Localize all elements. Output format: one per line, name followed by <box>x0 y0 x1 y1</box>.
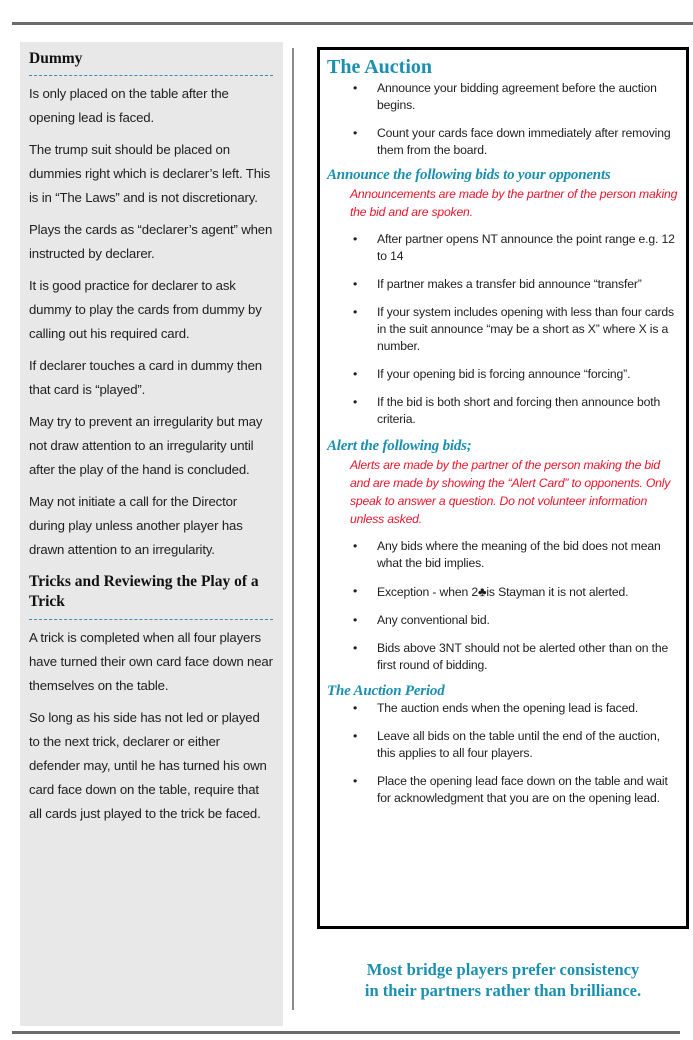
list-item-text: Any bids where the meaning of the bid does not mean what the bid implies. <box>377 539 661 570</box>
list-item <box>327 276 678 293</box>
announce-list <box>327 231 678 428</box>
list-item-text: Bids above 3NT should not be alerted other than on the first round of bidding. <box>377 641 669 672</box>
list-item <box>327 538 678 572</box>
dummy-heading: Dummy <box>29 50 83 67</box>
bullet-icon: • <box>353 774 358 788</box>
alert-heading: Alert the following bids; <box>327 438 472 454</box>
tricks-paragraph: A trick is completed when all four players have turned their own card face down near themselves on the table. <box>29 630 273 693</box>
list-item <box>327 394 678 428</box>
dummy-paragraph: If declarer touches a card in dummy then that card is “played”. <box>29 358 262 397</box>
quote-line: Most bridge players prefer consistency <box>366 960 640 979</box>
list-item-text: After partner opens NT announce the point range e.g. 12 to 14 <box>377 232 675 263</box>
dummy-sidebar <box>20 42 283 1026</box>
tricks-paragraph: So long as his side has not led or played to the next trick, declarer or either defender may, until he has turned his own card face down on the table, require that all cards just played to the trick be faced. <box>29 710 267 821</box>
list-item-text: Place the opening lead face down on the table and wait for acknowledgment that you are on the opening lead. <box>377 774 668 805</box>
list-item-text: If the bid is both short and forcing then announce both criteria. <box>377 395 661 426</box>
pull-quote <box>317 959 689 1001</box>
list-item <box>327 612 678 629</box>
list-item-text: If your system includes opening with less than four cards in the suit announce “may be a short as X” where X is a number. <box>377 305 674 353</box>
dummy-paragraph: Is only placed on the table after the opening lead is faced. <box>29 86 229 125</box>
dummy-paragraph: May not initiate a call for the Director during play unless another player has drawn attention to an irregularity. <box>29 494 243 557</box>
list-item-text: The auction ends when the opening lead is faced. <box>377 701 639 715</box>
list-item <box>327 125 678 159</box>
auction-period-heading: The Auction Period <box>327 683 445 699</box>
bullet-icon: • <box>353 539 358 553</box>
alert-note: Alerts are made by the partner of the person making the bid and are made by showing the “Alert Card” to opponents. Only speak to answer a question. Do not volunteer information unless asked. <box>350 458 671 526</box>
alert-list <box>327 538 678 674</box>
bullet-icon: • <box>353 729 358 743</box>
club-suit-icon: ♣ <box>477 584 487 599</box>
period-list <box>327 700 678 807</box>
heading-dotted-divider <box>29 75 273 76</box>
list-item <box>327 80 678 114</box>
auction-box <box>317 47 689 929</box>
bullet-icon: • <box>353 395 358 409</box>
bullet-icon: • <box>353 701 358 715</box>
announce-heading: Announce the following bids to your opponents <box>327 167 611 183</box>
list-item-text: Announce your bidding agreement before the auction begins. <box>377 81 657 112</box>
bottom-rule <box>12 1031 680 1034</box>
top-rule <box>12 22 693 25</box>
list-item <box>327 304 678 355</box>
bullet-icon: • <box>353 277 358 291</box>
column-divider <box>292 48 294 1010</box>
auction-heading: The Auction <box>327 56 433 78</box>
list-item <box>327 773 678 807</box>
list-item-text: If partner makes a transfer bid announce “transfer” <box>377 277 642 291</box>
list-item-text: is Stayman it is not alerted. <box>486 585 629 599</box>
list-item-text: Leave all bids on the table until the end of the auction, this applies to all four players. <box>377 729 660 760</box>
list-item <box>327 583 678 601</box>
bullet-icon: • <box>353 232 358 246</box>
dummy-paragraph: It is good practice for declarer to ask dummy to play the cards from dummy by calling out his required card. <box>29 278 262 341</box>
list-item-text: Exception - when 2 <box>377 585 478 599</box>
list-item <box>327 366 678 383</box>
heading-dotted-divider <box>29 619 273 620</box>
dummy-paragraph: May try to prevent an irregularity but may not draw attention to an irregularity until after the play of the hand is concluded. <box>29 414 263 477</box>
bullet-icon: • <box>353 367 358 381</box>
bullet-icon: • <box>353 126 358 140</box>
list-item <box>327 728 678 762</box>
list-item-text: Any conventional bid. <box>377 613 490 627</box>
quote-line: in their partners rather than brilliance. <box>364 981 642 1000</box>
bullet-icon: • <box>353 641 358 655</box>
dummy-paragraph: The trump suit should be placed on dummies right which is declarer’s left. This is in “The Laws” and is not discretionary. <box>29 142 271 205</box>
bullet-icon: • <box>353 305 358 319</box>
dummy-paragraph: Plays the cards as “declarer’s agent” when instructed by declarer. <box>29 222 273 261</box>
list-item-text: If your opening bid is forcing announce “forcing”. <box>377 367 631 381</box>
intro-list <box>327 80 678 159</box>
list-item-text: Count your cards face down immediately after removing them from the board. <box>377 126 671 157</box>
bullet-icon: • <box>353 584 358 598</box>
tricks-heading: Tricks and Reviewing the Play of a Trick <box>29 573 259 610</box>
bullet-icon: • <box>353 81 358 95</box>
list-item <box>327 231 678 265</box>
list-item <box>327 640 678 674</box>
list-item <box>327 700 678 717</box>
bullet-icon: • <box>353 613 358 627</box>
announce-note: Announcements are made by the partner of the person making the bid and are spoken. <box>350 187 678 219</box>
